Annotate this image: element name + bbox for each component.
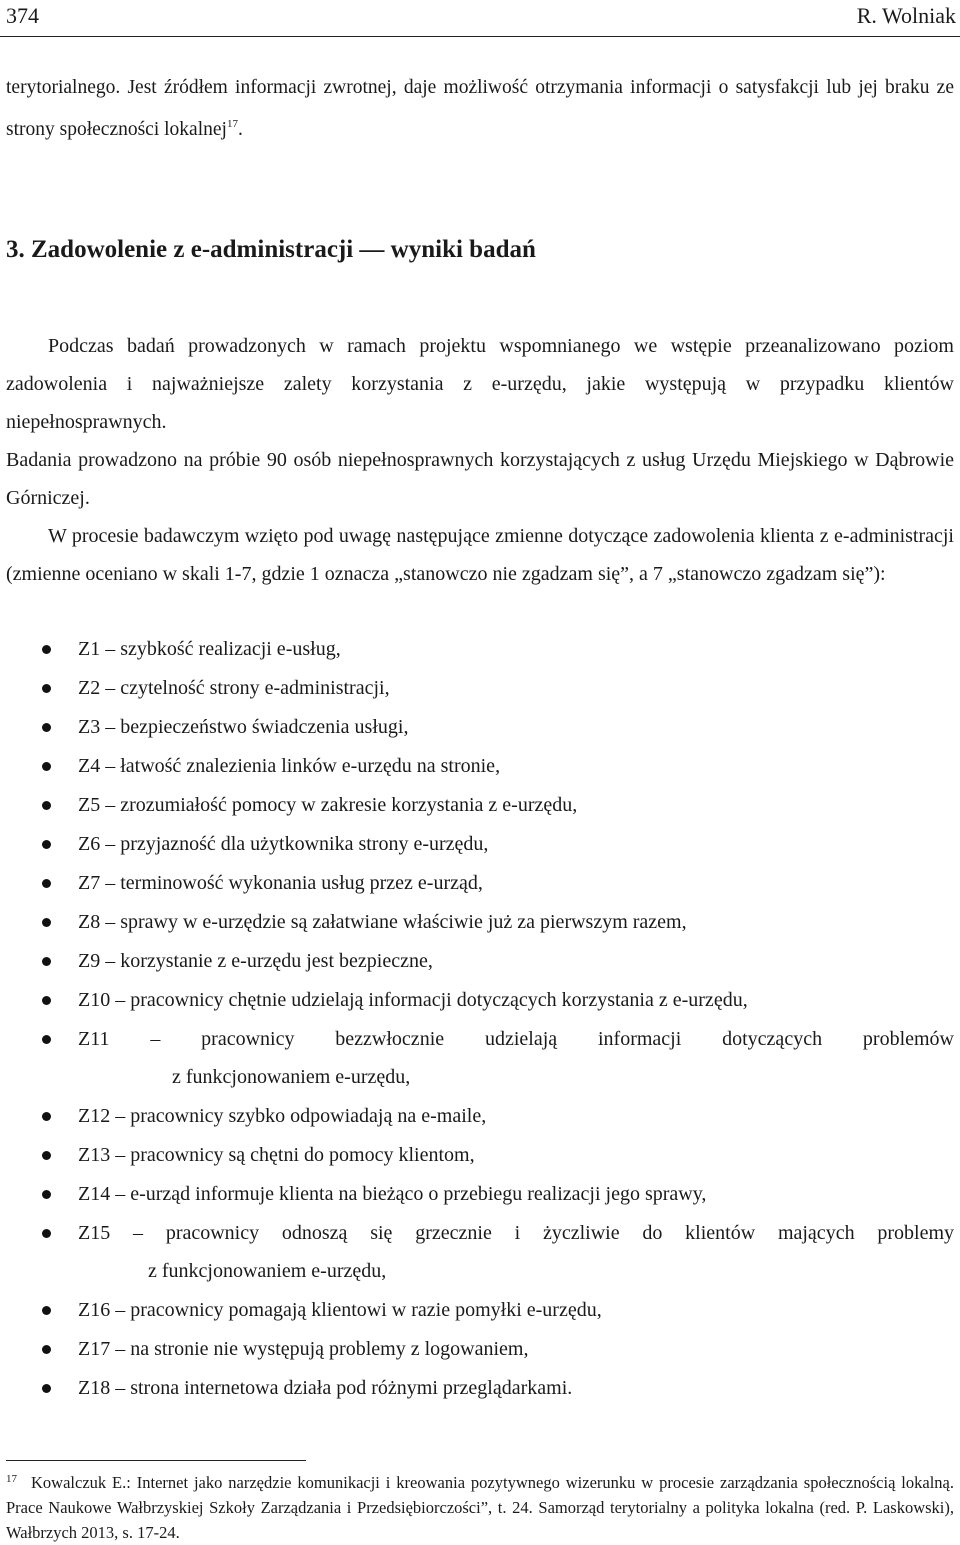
variable-code: Z14 <box>78 1183 111 1205</box>
variable-code: Z3 <box>78 716 101 738</box>
variable-dash: – <box>110 989 131 1011</box>
footnote-rule <box>6 1460 306 1461</box>
bullet-icon <box>42 684 51 693</box>
list-item <box>0 630 954 668</box>
variable-text: pracownicy bezzwłocznie udzielają informacji dotyczących problemów <box>201 1028 955 1050</box>
variable-text: na stronie nie występują problemy z logowaniem, <box>130 1338 529 1360</box>
list-item <box>0 708 954 746</box>
footnote-number: 17 <box>6 1473 17 1485</box>
paragraph-text: Badania prowadzono na próbie 90 osób niepełnosprawnych korzystających z usług Urzędu Miejskiego w Dąbrowie Górniczej. <box>6 449 954 509</box>
variable-code: Z5 <box>78 794 101 816</box>
variable-text-continued: z funkcjonowaniem e-urzędu, <box>148 1260 387 1282</box>
variable-text: pracownicy pomagają klientowi w razie pomyłki e-urzędu, <box>130 1299 602 1321</box>
variable-text: korzystanie z e-urzędu jest bezpieczne, <box>120 950 433 972</box>
list-item <box>0 981 954 1019</box>
paragraph-1 <box>6 327 954 441</box>
bullet-icon <box>42 879 51 888</box>
variable-code: Z8 <box>78 911 101 933</box>
variable-text: szybkość realizacji e-usług, <box>120 638 341 660</box>
variable-dash: – <box>100 872 121 894</box>
variable-dash: – <box>109 1028 202 1050</box>
variable-dash: – <box>110 1338 131 1360</box>
variable-dash: – <box>110 1105 131 1127</box>
list-item <box>0 1175 954 1213</box>
variable-code: Z12 <box>78 1105 111 1127</box>
running-head: R. Wolniak <box>856 3 956 28</box>
variable-text: terminowość wykonania usług przez e-urząd, <box>120 872 483 894</box>
footnote-text: Kowalczuk E.: Internet jako narzędzie komunikacji i kreowania pozytywnego wizerunku w procesie zarządzania społecznością lokalną. Prace Naukowe Wałbrzyskiej Szkoły Zarządzania i Przedsiębiorczości”, t. 24. Samorząd terytorialny a polityka lokalna (red. P. Laskowski), Wałbrzych 2013, s. 17-24. <box>6 1473 954 1542</box>
list-item <box>0 1291 954 1329</box>
list-item <box>0 1136 954 1174</box>
variable-text: łatwość znalezienia linków e-urzędu na stronie, <box>120 755 501 777</box>
variable-text: pracownicy odnoszą się grzecznie i życzliwie do klientów mających problemy <box>165 1222 955 1244</box>
bullet-icon <box>42 840 51 849</box>
list-item <box>0 1214 954 1252</box>
list-item <box>0 1020 954 1058</box>
intro-trailing: . <box>237 119 243 140</box>
variable-code: Z1 <box>78 638 101 660</box>
variable-dash: – <box>100 716 121 738</box>
variable-code: Z10 <box>78 989 111 1011</box>
bullet-icon <box>42 1345 51 1354</box>
variable-text: pracownicy szybko odpowiadają na e-maile, <box>130 1105 487 1127</box>
footnote-ref: 17 <box>226 118 238 130</box>
variable-code: Z15 <box>78 1222 111 1244</box>
bullet-icon <box>42 957 51 966</box>
variable-dash: – <box>100 833 121 855</box>
variable-text: pracownicy są chętni do pomocy klientom, <box>130 1144 475 1166</box>
variable-list <box>0 630 960 1408</box>
variable-code: Z13 <box>78 1144 111 1166</box>
bullet-icon <box>42 1384 51 1393</box>
section-heading: 3. Zadowolenie z e-administracji — wyniki badań <box>6 236 536 263</box>
variable-text: strona internetowa działa pod różnymi przeglądarkami. <box>130 1377 573 1399</box>
list-item <box>0 1097 954 1135</box>
variable-dash: – <box>110 1299 131 1321</box>
variable-dash: – <box>110 1222 166 1244</box>
variable-dash: – <box>100 911 121 933</box>
variable-dash: – <box>110 1183 131 1205</box>
variable-text: pracownicy chętnie udzielają informacji dotyczących korzystania z e-urzędu, <box>130 989 748 1011</box>
bullet-icon <box>42 1035 51 1044</box>
list-item-wrapper <box>0 1020 960 1096</box>
variable-code: Z4 <box>78 755 101 777</box>
bullet-icon <box>42 918 51 927</box>
list-item <box>0 903 954 941</box>
variable-text: czytelność strony e-administracji, <box>120 677 390 699</box>
list-item <box>0 942 954 980</box>
paragraph-text: W procesie badawczym wzięto pod uwagę następujące zmienne dotyczące zadowolenia klienta z e-administracji (zmienne oceniano w skali 1-7, gdzie 1 oznacza „stanowczo nie zgadzam się”, a 7 „stanowczo zgadzam się”): <box>6 525 954 585</box>
paragraph-text: Podczas badań prowadzonych w ramach projektu wspomnianego we wstępie przeanalizowano poziom zadowolenia i najważniejsze zalety korzystania z e-urzędu, jakie występują w przypadku klientów niepełnosprawnych. <box>6 335 954 433</box>
list-item <box>0 1330 954 1368</box>
list-item <box>0 669 954 707</box>
variable-text: e-urząd informuje klienta na bieżąco o przebiegu realizacji jego sprawy, <box>130 1183 707 1205</box>
variable-text: sprawy w e-urzędzie są załatwiane właściwie już za pierwszym razem, <box>120 911 687 933</box>
bullet-icon <box>42 1112 51 1121</box>
variable-dash: – <box>100 755 121 777</box>
variable-dash: – <box>100 950 121 972</box>
variable-dash: – <box>110 1377 131 1399</box>
bullet-icon <box>42 1306 51 1315</box>
intro-paragraph <box>6 70 954 148</box>
variable-text: bezpieczeństwo świadczenia usługi, <box>120 716 409 738</box>
list-item <box>0 825 954 863</box>
paragraph-2 <box>6 441 954 517</box>
variable-dash: – <box>100 638 121 660</box>
list-item <box>0 864 954 902</box>
bullet-icon <box>42 996 51 1005</box>
variable-dash: – <box>110 1144 131 1166</box>
variable-code: Z11 <box>78 1028 110 1050</box>
variable-code: Z16 <box>78 1299 111 1321</box>
variable-code: Z17 <box>78 1338 111 1360</box>
variable-code: Z7 <box>78 872 101 894</box>
header-rule <box>0 36 960 37</box>
page-number: 374 <box>6 3 39 28</box>
variable-dash: – <box>100 677 121 699</box>
bullet-icon <box>42 1151 51 1160</box>
variable-dash: – <box>100 794 121 816</box>
variable-text-continued: z funkcjonowaniem e-urzędu, <box>172 1066 411 1088</box>
variable-code: Z9 <box>78 950 101 972</box>
bullet-icon <box>42 645 51 654</box>
list-item <box>0 1369 954 1407</box>
intro-text: terytorialnego. Jest źródłem informacji zwrotnej, daje możliwość otrzymania informacji o satysfakcji lub jej braku ze strony społeczności lokalnej <box>6 77 954 140</box>
variable-code: Z6 <box>78 833 101 855</box>
bullet-icon <box>42 801 51 810</box>
variable-text: zrozumiałość pomocy w zakresie korzystania z e-urzędu, <box>120 794 578 816</box>
variable-code: Z18 <box>78 1377 111 1399</box>
list-item <box>0 747 954 785</box>
page-header <box>0 0 960 38</box>
variable-text: przyjazność dla użytkownika strony e-urzędu, <box>120 833 489 855</box>
bullet-icon <box>42 723 51 732</box>
bullet-icon <box>42 1190 51 1199</box>
bullet-icon <box>42 762 51 771</box>
variable-code: Z2 <box>78 677 101 699</box>
footnote <box>6 1467 954 1545</box>
paragraph-3 <box>6 517 954 593</box>
list-item <box>0 786 954 824</box>
bullet-icon <box>42 1229 51 1238</box>
list-item-wrapper <box>0 1214 960 1290</box>
